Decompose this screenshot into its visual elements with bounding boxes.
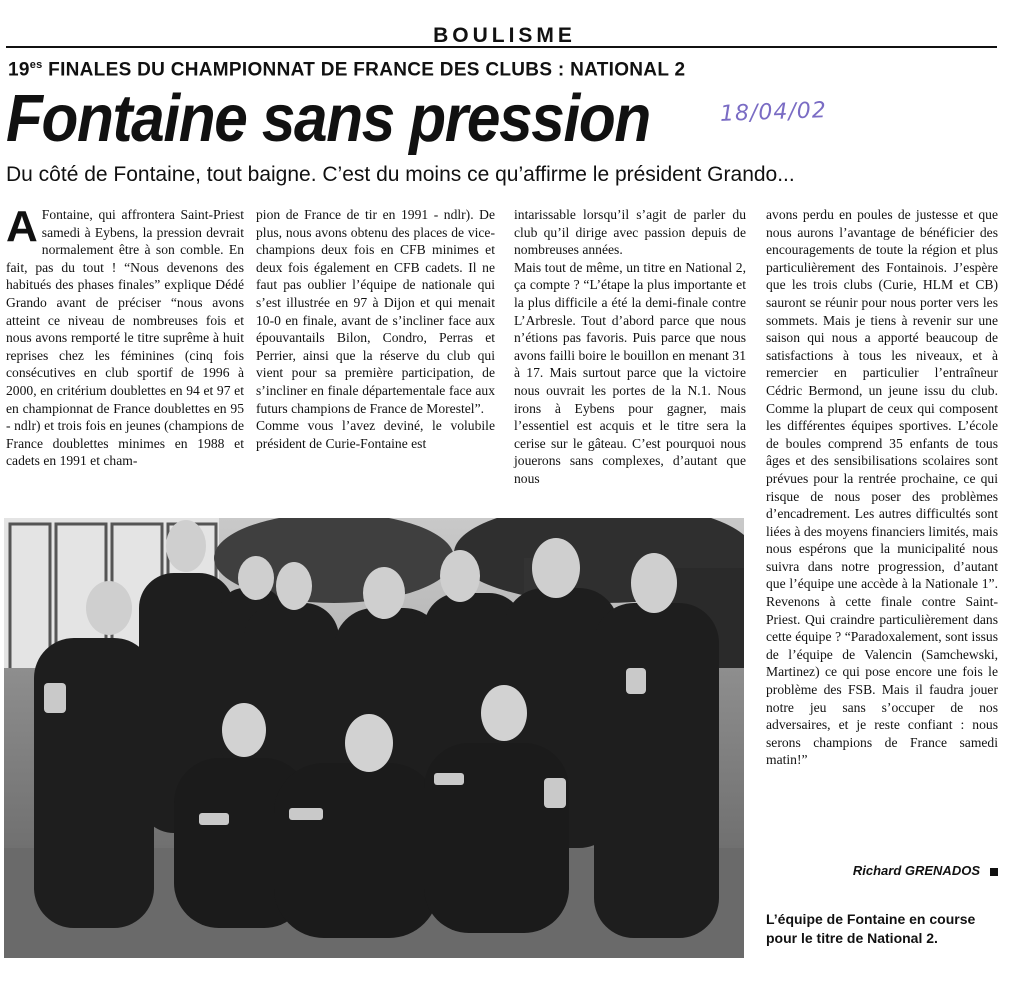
drop-cap: A [6, 202, 38, 251]
end-mark-icon [990, 868, 998, 876]
column-3-text-b: Mais tout de même, un titre en National 2, ça compte ? “L’étape la plus importante et la plus difficile a été la demi-finale contre L’Arbresle. Tout d’abord parce que nous n’étions pas favoris. Puis parce que nous avons failli boire le bouillon en menant 31 à 17. Mais surtout parce que la victoire nous ouvrait les portes de la N.1. Nous irons à Eybens pour gagner, mais l’essentiel est acquis et le titre sera la cerise sur le gâteau. C’est pourquoi nous jouerons sans complexes, d’autant que nous [514, 259, 746, 486]
article-column-1 [6, 202, 244, 470]
photo-caption: L’équipe de Fontaine en course pour le titre de National 2. [766, 911, 976, 946]
byline-author: Richard GRENADOS [852, 863, 980, 878]
kicker-number: 19 [8, 59, 30, 81]
standfirst: Du côté de Fontaine, tout baigne. C’est du moins ce qu’affirme le président Grando... [6, 163, 795, 186]
column-3-text-a: intarissable lorsqu’il s’agit de parler du club qu’il dirige avec passion depuis de nombreuses années. [514, 207, 746, 258]
column-1-text: Fontaine, qui affrontera Saint-Priest samedi à Eybens, la pression devrait normalement être à son comble. En fait, pas du tout ! “Nous devenons des habitués des phases finales” explique Dédé Grando avant de préciser “nous avons atteint ce niveau de nombreuses fois et nous avons remporté le titre suprême à huit reprises chez les féminines (cinq fois consécutives en club sportif de 1996 à 2000, en critérium doublettes en 94 et 97 et en championnat de France doublettes en 95 - ndlr) et trois fois en jeunes (champions de France doublettes minimes en 1988 et cadets en 1991 et cham- [6, 207, 244, 469]
section-rule [6, 46, 997, 48]
column-2-text-b: Comme vous l’avez deviné, le volubile président de Curie-Fontaine est [256, 418, 495, 451]
article-column-4 [766, 206, 998, 769]
kicker-superscript: es [29, 59, 43, 71]
article-column-2 [256, 206, 495, 452]
column-4-text: avons perdu en poules de justesse et que nous aurons l’avantage de bénéficier des encouragements de toute la région et plus particulièrement des Fontainois. J’espère que les trois clubs (Curie, HLM et CB) sauront se réunir pour nous porter vers les sommets. Mais je tiens à revenir sur une saison qui nous a apporté beaucoup de satisfactions à tous les niveaux, et à remercier en particulier l’entraîneur Cédric Bermond, un jeune issu du club. Comme la plupart de ceux qui composent les différentes équipes sportives. L’école de boules comprend 35 enfants de tous âges et des sensibilisations scolaires sont prévues pour la rentrée prochaine, ce qui risque de nous poser des problèmes d’encadrement. Les autres difficultés sont liées à des moyens financiers limités, mais nous espérons que la municipalité nous suivra dans notre progression, d’autant que l’équipe une accède à la Nationale 1”. Revenons à cette finale contre Saint-Priest. Qui craindre particulièrement dans cette équipe ? “Paradoxalement, sont issus de l’équipe de Valencin (Samchewski, Martinez) ce qui pose encore une fois le problème des FSB. Mais il faudra jouer notre jeu sans s’occuper de nos adversaires, et je reste confiant : nous serons champions de France samedi matin!” [766, 207, 998, 768]
team-photo [4, 518, 744, 958]
headline: Fontaine sans pression [6, 81, 650, 156]
section-rubric: BOULISME [433, 24, 576, 47]
article-column-3 [514, 206, 746, 488]
kicker-text: FINALES DU CHAMPIONNAT DE FRANCE DES CLUBS : NATIONAL 2 [42, 59, 686, 81]
kicker [8, 59, 685, 81]
handwritten-date: 18/04/02 [719, 98, 828, 127]
column-2-text: pion de France de tir en 1991 - ndlr). De plus, nous avons obtenu des places de vice-champions deux fois en CFB minimes et deux fois également en CFB cadets. Il ne faut pas oublier l’équipe de nationale qui s’est illustrée en 97 à Dijon et qui menait 10-0 en finale, avant de s’incliner face aux épouvantails Bilon, Condro, Perras et Perrier, ainsi que la réserve du club qui vient pour sa première participation, de s’incliner en finale départementale face aux futurs champions de France de Morestel”. [256, 207, 495, 416]
byline [766, 863, 998, 878]
